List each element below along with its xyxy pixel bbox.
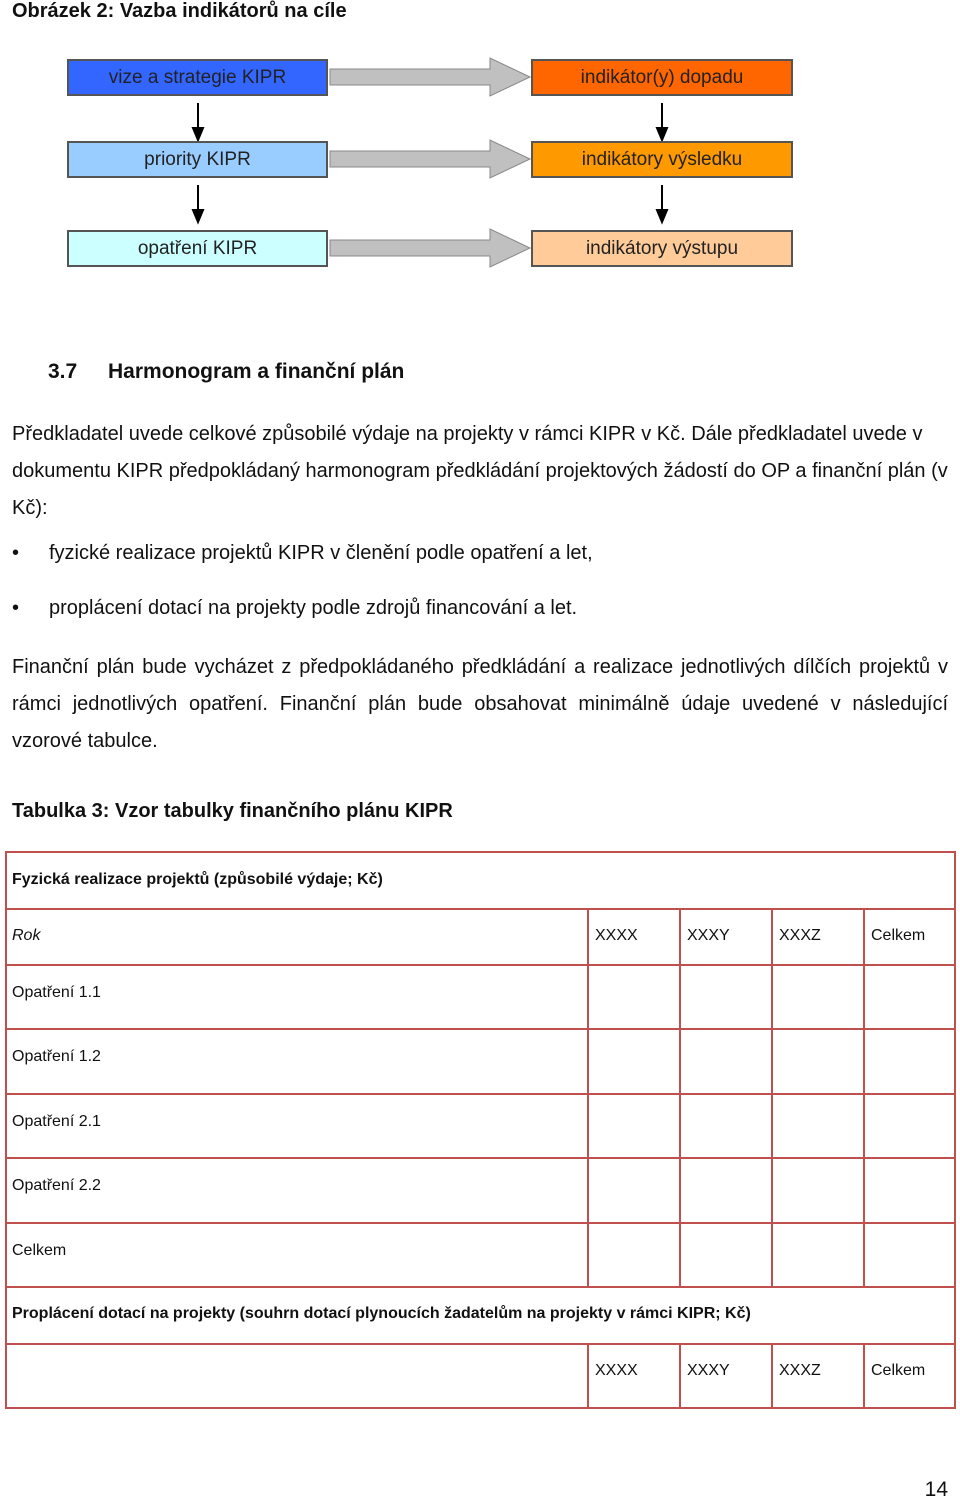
col-header-xxxy: XXXY xyxy=(687,927,730,944)
box-indikator-dopadu: indikátor(y) dopadu xyxy=(531,59,793,96)
box-vize-strategie: vize a strategie KIPR xyxy=(67,59,328,96)
box-opatreni: opatření KIPR xyxy=(67,230,328,267)
figure-title: Obrázek 2: Vazba indikátorů na cíle xyxy=(12,0,347,22)
section-title: Harmonogram a finanční plán xyxy=(108,360,405,383)
col-header-celkem: Celkem xyxy=(871,1362,926,1379)
col-header-xxxy: XXXY xyxy=(687,1362,730,1379)
table-caption: Tabulka 3: Vzor tabulky finančního plánu KIPR xyxy=(12,800,453,822)
col-header-xxxx: XXXX xyxy=(595,1362,638,1379)
box-indikatory-vysledku: indikátory výsledku xyxy=(531,141,793,178)
col-header-xxxz: XXXZ xyxy=(779,927,821,944)
bullet-symbol: • xyxy=(12,597,20,619)
bullet-item-1 xyxy=(12,542,593,565)
box-indikatory-vystupu: indikátory výstupu xyxy=(531,230,793,267)
bullet-item-2 xyxy=(12,597,577,620)
bullet-text-2: proplácení dotací na projekty podle zdrojů financování a let. xyxy=(49,597,578,619)
horizontal-arrow-3 xyxy=(330,229,530,267)
section-heading xyxy=(48,360,404,384)
col-header-celkem: Celkem xyxy=(871,927,926,944)
year-label: Rok xyxy=(12,927,41,944)
box-priority: priority KIPR xyxy=(67,141,328,178)
table-section2-header: Proplácení dotací na projekty (souhrn dotací plynoucích žadatelům na projekty v rámci KIPR; Kč) xyxy=(12,1305,751,1322)
table-row-label: Opatření 1.2 xyxy=(12,1048,101,1065)
section-number: 3.7 xyxy=(48,360,78,383)
table-row-label: Opatření 2.2 xyxy=(12,1177,101,1194)
bullet-text-1: fyzické realizace projektů KIPR v členění podle opatření a let, xyxy=(49,542,593,564)
table-row-label: Celkem xyxy=(12,1242,67,1259)
horizontal-arrow-2 xyxy=(330,140,530,178)
horizontal-arrow-1 xyxy=(330,58,530,96)
col-header-xxxz: XXXZ xyxy=(779,1362,821,1379)
table-row-label: Opatření 1.1 xyxy=(12,984,101,1001)
paragraph-1: Předkladatel uvede celkové způsobilé výdaje na projekty v rámci KIPR v Kč. Dále předkladatel uvede v dokumentu KIPR předpokládaný harmonogram předkládání projektových žádostí do OP a finanční plán (v Kč): xyxy=(12,423,948,519)
table-row-label: Opatření 2.1 xyxy=(12,1113,101,1130)
col-header-xxxx: XXXX xyxy=(595,927,638,944)
page-number: 14 xyxy=(924,1478,948,1501)
table-section1-header: Fyzická realizace projektů (způsobilé výdaje; Kč) xyxy=(12,871,383,888)
paragraph-2: Finanční plán bude vycházet z předpokládaného předkládání a realizace jednotlivých dílčích projektů v rámci jednotlivých opatření. Finanční plán bude obsahovat minimálně údaje uvedené v následující vzorové tabulce. xyxy=(12,656,948,752)
bullet-symbol: • xyxy=(12,542,20,564)
